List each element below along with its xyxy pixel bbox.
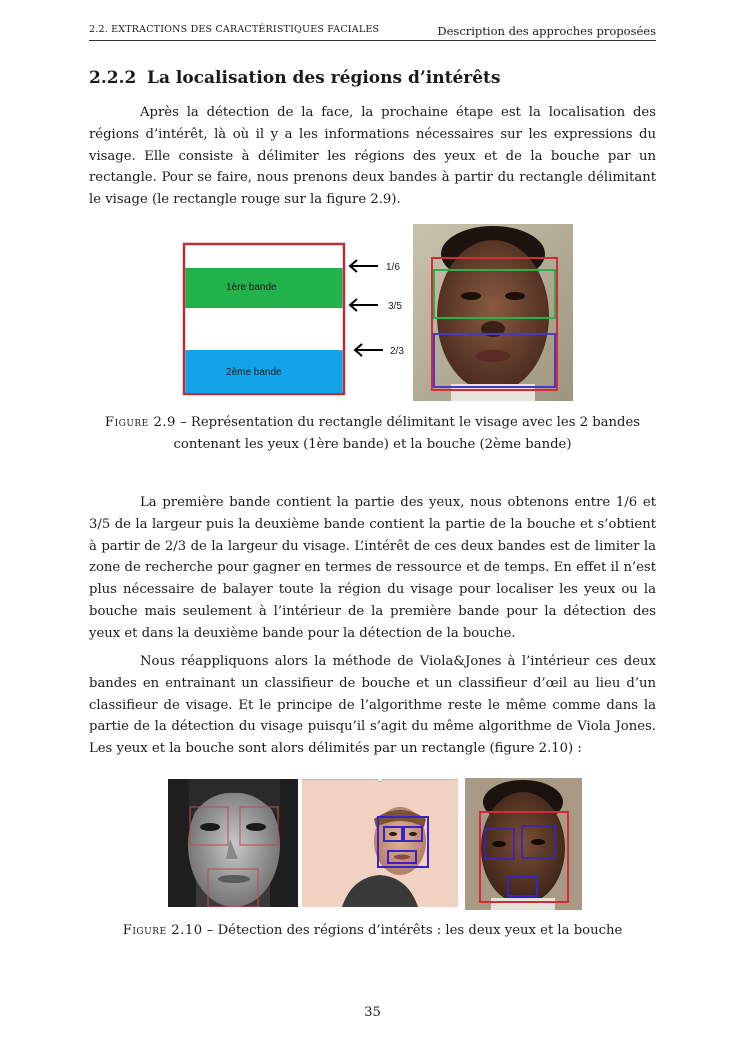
detection-photo-color bbox=[302, 779, 458, 907]
arrow-icon bbox=[355, 344, 383, 356]
page-number: 35 bbox=[364, 1005, 381, 1020]
figure-2-10-caption bbox=[89, 920, 656, 942]
section-number: 2.2.2 bbox=[89, 68, 137, 88]
running-header bbox=[89, 24, 656, 41]
band-diagram bbox=[180, 240, 412, 398]
paragraph-bands: La première bande contient la partie des yeux, nous obtenons entre 1/6 et 3/5 de la largeur puis la deuxième bande contient la partie de la bouche et s’obtient à partir de 2/3 de la largeur du visage. L’intérêt de ces deux bandes est de limiter la zone de recherche pour gagner en termes de ressource et de temps. En effet il n’est plus nécessaire de balayer toute la région du visage pour localiser les yeux ou la bouche mais seulement à l’intérieur de la première bande pour la détection des yeux et dans la deuxième bande pour la détection de la bouche. bbox=[89, 495, 656, 641]
figure-2-9-caption-text: – Représentation du rectangle délimitant le visage avec les 2 bandes contenant les yeux (1ère bande) et la bouche (2ème bande) bbox=[173, 415, 641, 452]
band1-label: 1ère bande bbox=[226, 282, 277, 293]
face-photo-with-bands bbox=[413, 224, 573, 401]
arrow-icon bbox=[350, 299, 378, 311]
section-heading bbox=[89, 68, 500, 88]
figure-2-10-caption-text: – Détection des régions d’intérêts : les deux yeux et la bouche bbox=[202, 923, 623, 938]
marker-3-5: 3/5 bbox=[388, 301, 402, 312]
marker-1-6: 1/6 bbox=[386, 262, 400, 273]
figure-2-10-label: Figure 2.10 bbox=[122, 923, 203, 938]
figure-2-9-label: Figure 2.9 bbox=[104, 415, 176, 430]
arrow-icon bbox=[350, 260, 378, 272]
paragraph-viola-jones: Nous réappliquons alors la méthode de Viola&Jones à l’intérieur ces deux bandes en entrainant un classifieur de bouche et un classifieur d’œil au lieu d’un classifieur de visage. Et le principe de l’algorithme reste le même comme dans la partie de la détection du visage puisqu’il s’agit du même algorithme de Viola Jones. Les yeux et la bouche sont alors délimités par un rectangle (figure 2.10) : bbox=[89, 654, 656, 757]
detection-photo-grayscale bbox=[168, 779, 298, 907]
header-chapter: 2.2. EXTRACTIONS DES CARACTÉRISTIQUES FACIALES bbox=[89, 24, 380, 35]
section-title-text: La localisation des régions d’intérêts bbox=[147, 68, 501, 88]
paragraph-intro: Après la détection de la face, la prochaine étape est la localisation des régions d’intérêt, là où il y a les informations nécessaires sur les expressions du visage. Elle consiste à délimiter les régions des yeux et de la bouche par un rectangle. Pour se faire, nous prenons deux bandes à partir du rectangle délimitant le visage (le rectangle rouge sur la figure 2.9). bbox=[89, 105, 656, 208]
detection-photo-third bbox=[465, 778, 582, 910]
marker-2-3: 2/3 bbox=[390, 346, 404, 357]
header-section: Description des approches proposées bbox=[437, 24, 656, 38]
band2-label: 2ème bande bbox=[226, 367, 282, 378]
figure-2-9-caption bbox=[89, 412, 656, 456]
